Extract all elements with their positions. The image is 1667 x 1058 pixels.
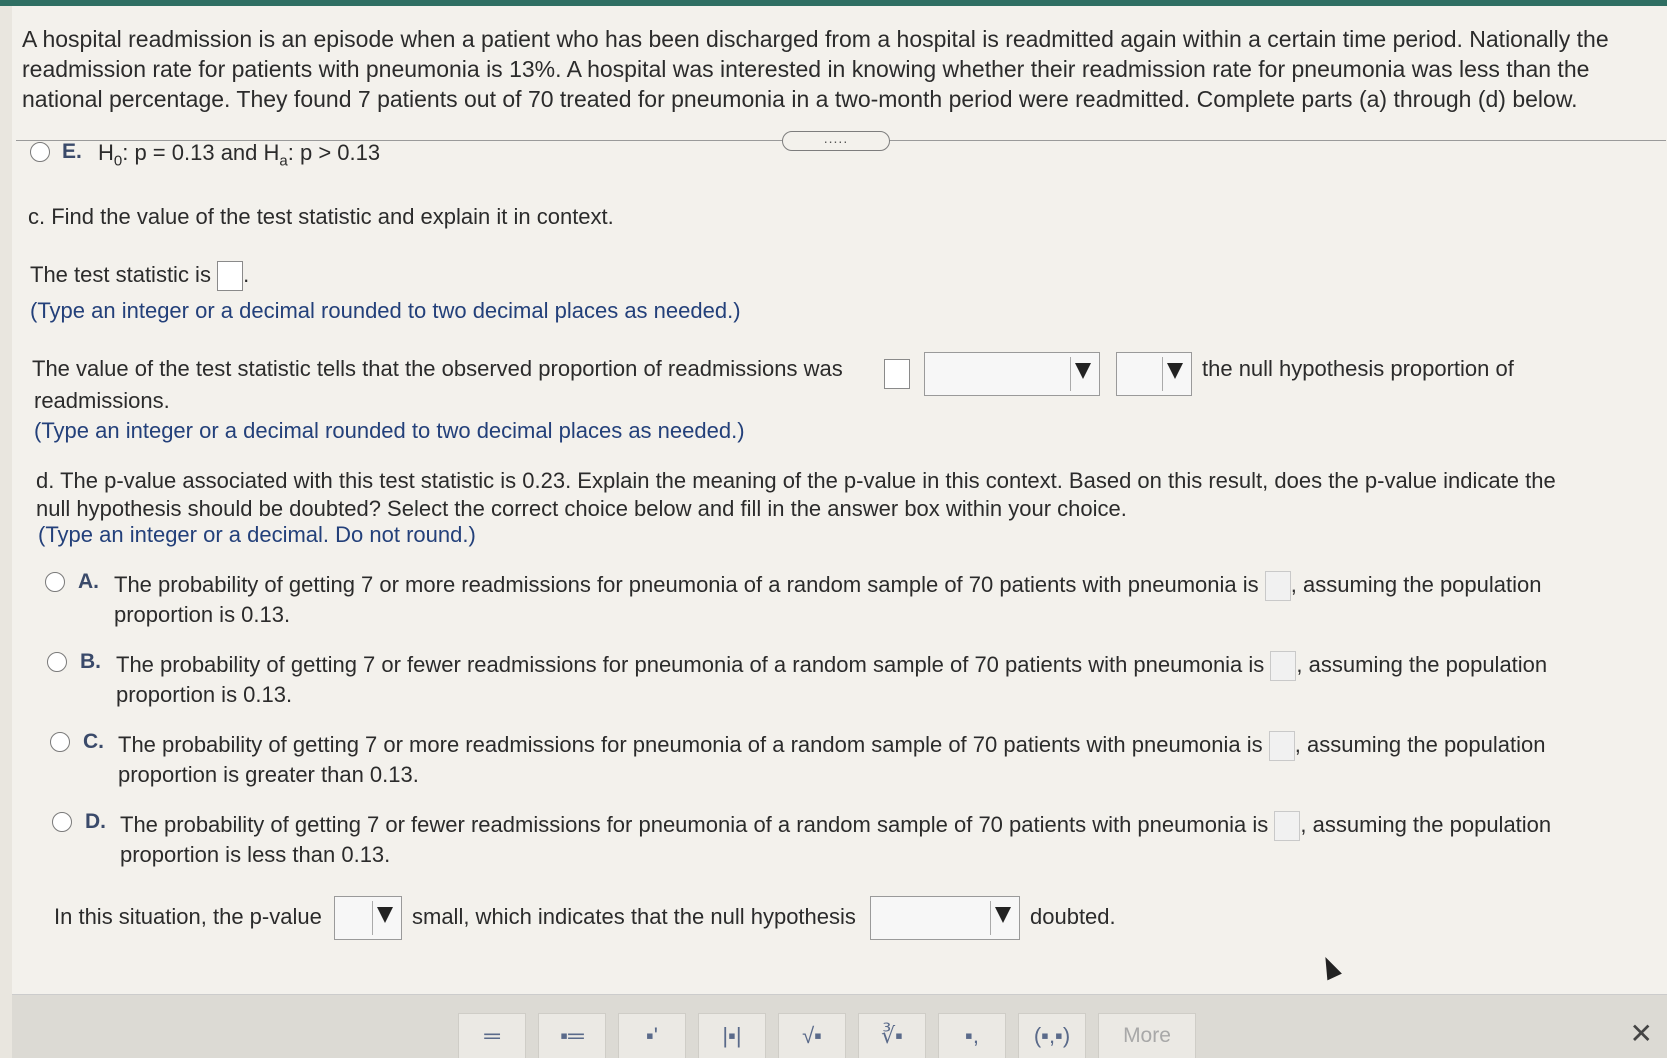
option-b-input[interactable]: [1270, 651, 1296, 681]
observed-proportion-input[interactable]: [884, 359, 910, 389]
h0-symbol: H: [98, 140, 114, 165]
mouse-cursor-icon: [1318, 954, 1342, 981]
option-c-tail: , assuming the population: [1294, 732, 1546, 757]
nth-root-icon[interactable]: ∛▪: [858, 1013, 926, 1058]
conclusion-prefix: In this situation, the p-value: [54, 904, 322, 929]
exponent-icon[interactable]: ▪': [618, 1013, 686, 1058]
option-e-letter: E.: [62, 140, 82, 163]
value-explanation-suffix: the null hypothesis proportion of: [1202, 356, 1514, 381]
dropdown-arrow-icon: [995, 907, 1011, 923]
comparison-dropdown-2[interactable]: [1116, 352, 1192, 396]
test-statistic-label: The test statistic is: [30, 262, 211, 287]
close-icon[interactable]: ✕: [1629, 1018, 1653, 1049]
option-a-line2: proportion is 0.13.: [114, 602, 291, 627]
radio-option-c[interactable]: [50, 732, 70, 752]
part-c-question: c. Find the value of the test statistic and explain it in context.: [28, 204, 614, 229]
test-statistic-hint: (Type an integer or a decimal rounded to two decimal places as needed.): [30, 298, 741, 323]
part-d-question-line1: d. The p-value associated with this test statistic is 0.23. Explain the meaning of the p-value in this context. Based on this result, does the p-value indicate the: [36, 468, 1556, 493]
option-b-text: The probability of getting 7 or fewer readmissions for pneumonia of a random sample of 70 patients with pneumonia is: [116, 652, 1265, 677]
ha-subscript: a: [279, 152, 288, 170]
math-toolbar: [12, 994, 1667, 1058]
radio-option-a[interactable]: [45, 572, 65, 592]
pvalue-is-dropdown[interactable]: [334, 896, 402, 940]
option-d-line2: proportion is less than 0.13.: [120, 842, 391, 867]
option-d-tail: , assuming the population: [1300, 812, 1552, 837]
conclusion-mid: small, which indicates that the null hypothesis: [412, 904, 856, 929]
null-hypothesis-dropdown[interactable]: [870, 896, 1020, 940]
test-statistic-input[interactable]: [217, 261, 243, 291]
more-button[interactable]: More: [1098, 1013, 1196, 1058]
option-d-line1: [120, 810, 1551, 841]
option-b-line1: [116, 650, 1547, 681]
option-d-letter: D.: [85, 810, 106, 833]
expand-collapse-handle[interactable]: .....: [782, 131, 890, 151]
option-a-input[interactable]: [1265, 571, 1291, 601]
test-statistic-line: [30, 260, 249, 291]
radio-option-e[interactable]: [30, 142, 50, 162]
option-d-input[interactable]: [1274, 811, 1300, 841]
h0-subscript: 0: [113, 152, 123, 170]
option-c-letter: C.: [83, 730, 104, 753]
h0-rest: : p = 0.13 and H: [122, 140, 280, 165]
absolute-value-icon[interactable]: |▪|: [698, 1013, 766, 1058]
option-c-text: The probability of getting 7 or more readmissions for pneumonia of a random sample of 70 patients with pneumonia is: [118, 732, 1263, 757]
option-a-letter: A.: [78, 570, 99, 593]
dropdown-separator: [372, 901, 373, 935]
option-a-tail: , assuming the population: [1290, 572, 1542, 597]
problem-statement: A hospital readmission is an episode when a patient who has been discharged from a hospital is readmitted again within a certain time period. Nationally the readmission rate for patients with pneumonia is 13%. A hospital was interested in knowing whether their readmission rate for pneumonia was less than the national percentage. They found 7 patients out of 70 treated for pneumonia in a two-month period were readmitted. Complete parts (a) through (d) below.: [22, 26, 1609, 112]
option-d-text: The probability of getting 7 or fewer readmissions for pneumonia of a random sample of 70 patients with pneumonia is: [120, 812, 1269, 837]
question-panel: [12, 6, 1667, 1057]
ha-rest: : p > 0.13: [287, 140, 381, 165]
conclusion-suffix: doubted.: [1030, 904, 1116, 929]
option-b-tail: , assuming the population: [1296, 652, 1548, 677]
interval-icon[interactable]: (▪,▪): [1018, 1013, 1086, 1058]
part-d-question-line2: null hypothesis should be doubted? Select the correct choice below and fill in the answer box within your choice.: [36, 496, 1127, 521]
subscript-icon[interactable]: ▪,: [938, 1013, 1006, 1058]
dropdown-separator: [1162, 357, 1163, 391]
dropdown-separator: [1070, 357, 1071, 391]
option-b-letter: B.: [80, 650, 101, 673]
option-a-line1: [114, 570, 1541, 601]
option-b-line2: proportion is 0.13.: [116, 682, 293, 707]
sqrt-icon[interactable]: √▪: [778, 1013, 846, 1058]
option-e-text: [98, 138, 380, 176]
value-explanation-prefix: The value of the test statistic tells that the observed proportion of readmissions was: [32, 356, 843, 381]
radio-option-b[interactable]: [47, 652, 67, 672]
value-explanation-hint: (Type an integer or a decimal rounded to two decimal places as needed.): [34, 418, 745, 443]
value-explanation-wrap: readmissions.: [34, 388, 170, 413]
test-statistic-period: .: [243, 262, 250, 287]
dropdown-arrow-icon: [1075, 363, 1091, 379]
radio-option-d[interactable]: [52, 812, 72, 832]
comparison-dropdown-1[interactable]: [924, 352, 1100, 396]
dropdown-separator: [990, 901, 991, 935]
fraction-icon[interactable]: ═: [458, 1013, 526, 1058]
dropdown-arrow-icon: [377, 907, 393, 923]
option-a-text: The probability of getting 7 or more readmissions for pneumonia of a random sample of 70 patients with pneumonia is: [114, 572, 1259, 597]
mixed-number-icon[interactable]: ▪═: [538, 1013, 606, 1058]
dropdown-arrow-icon: [1167, 363, 1183, 379]
option-c-line2: proportion is greater than 0.13.: [118, 762, 419, 787]
option-c-input[interactable]: [1269, 731, 1295, 761]
option-c-line1: [118, 730, 1545, 761]
part-d-hint: (Type an integer or a decimal. Do not round.): [38, 522, 476, 547]
